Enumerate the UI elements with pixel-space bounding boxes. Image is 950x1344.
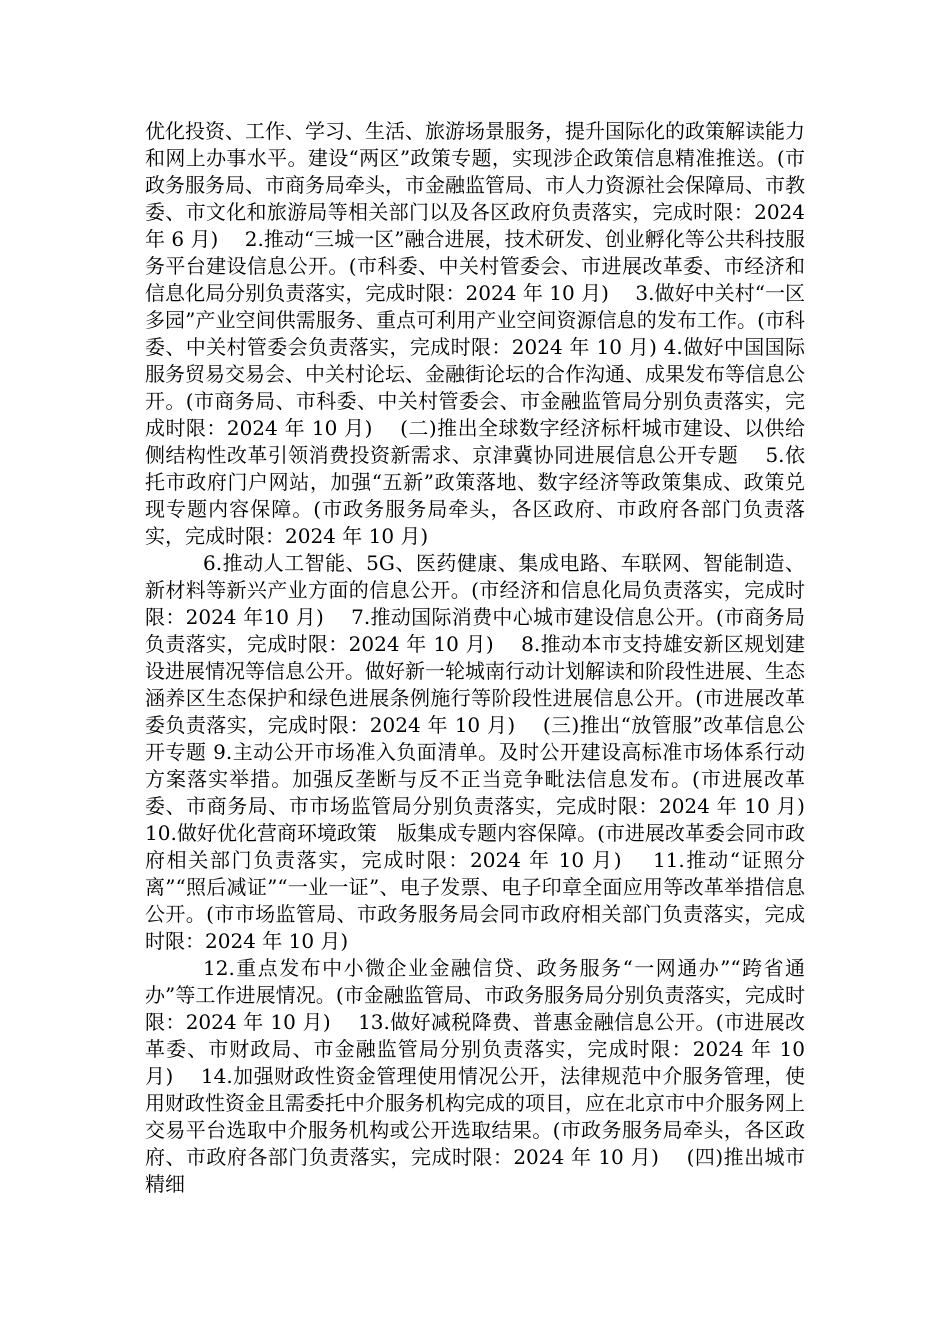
body-paragraph-1: 优化投资、工作、学习、生活、旅游场景服务，提升国际化的政策解读能力和网上办事水平。建设“两区”政策专题，实现涉企政策信息精准推送。(市政务服务局、市商务局牵头，市金融监管局、市人力资源社会保障局、市教委、市文化和旅游局等相关部门以及各区政府负责落实，完成时限：2024 年 6 月) 2.推动“三城一区”融合进展，技术研发、创业孵化等公共科技服务平台建设信息公开。(市科委、中关村管委会、市进展改革委、市经济和信息化局分别负责落实，完成时限：2024 年 10 月) 3.做好中关村“一区多园”产业空间供需服务、重点可利用产业空间资源信息的发布工作。(市科委、中关村管委会负责落实，完成时限：2024 年 10 月) 4.做好中国国际服务贸易交易会、中关村论坛、金融街论坛的合作沟通、成果发布等信息公开。(市商务局、市科委、中关村管委会、市金融监管局分别负责落实，完成时限：2024 年 10 月) (二)推出全球数字经济标杆城市建设、以供给侧结构性改革引领消费投资新需求、京津冀协同进展信息公开专题 5.依托市政府门户网站，加强“五新”政策落地、数字经济等政策集成、政策兑现专题内容保障。(市政务服务局牵头，各区政府、市政府各部门负责落实，完成时限：2024 年 10 月) [145, 119, 805, 548]
body-paragraph-3: 12.重点发布中小微企业金融信贷、政务服务“一网通办”“跨省通办”等工作进展情况。(市金融监管局、市政务服务局分别负责落实，完成时限：2024 年 10 月) 13.做好减税降费、普惠金融信息公开。(市进展改革委、市财政局、市金融监管局分别负责落实，完成时限：2024 年 10 月) 14.加强财政性资金管理使用情况公开，法律规范中介服务管理，使用财政性资金且需委托中介服务机构完成的项目，应在北京市中介服务网上交易平台选取中介服务机构或公开选取结果。(市政务服务局牵头，各区政府、市政府各部门负责落实，完成时限：2024 年 10 月) (四)推出城市精细 [145, 956, 805, 1196]
document-page [145, 118, 832, 1198]
body-paragraph-2: 6.推动人工智能、5G、医药健康、集成电路、车联网、智能制造、新材料等新兴产业方面的信息公开。(市经济和信息化局负责落实，完成时限：2024 年10 月) 7.推动国际消费中心城市建设信息公开。(市商务局负责落实，完成时限：2024 年 10 月) 8.推动本市支持雄安新区规划建设进展情况等信息公开。做好新一轮城南行动计划解读和阶段性进展、生态涵养区生态保护和绿色进展条例施行等阶段性进展信息公开。(市进展改革委负责落实，完成时限：2024 年 10 月) (三)推出“放管服”改革信息公开专题 9.主动公开市场准入负面清单。及时公开建设高标准市场体系行动方案落实举措。加强反垄断与反不正当竞争毗法信息发布。(市进展改革委、市商务局、市市场监管局分别负责落实，完成时限：2024 年 10 月) 10.做好优化营商环境政策 版集成专题内容保障。(市进展改革委会同市政府相关部门负责落实，完成时限：2024 年 10 月) 11.推动“证照分离”“照后减证”“一业一证”、电子发票、电子印章全面应用等改革举措信息公开。(市市场监管局、市政务服务局会同市政府相关部门负责落实，完成时限：2024 年 10 月) [145, 551, 832, 953]
